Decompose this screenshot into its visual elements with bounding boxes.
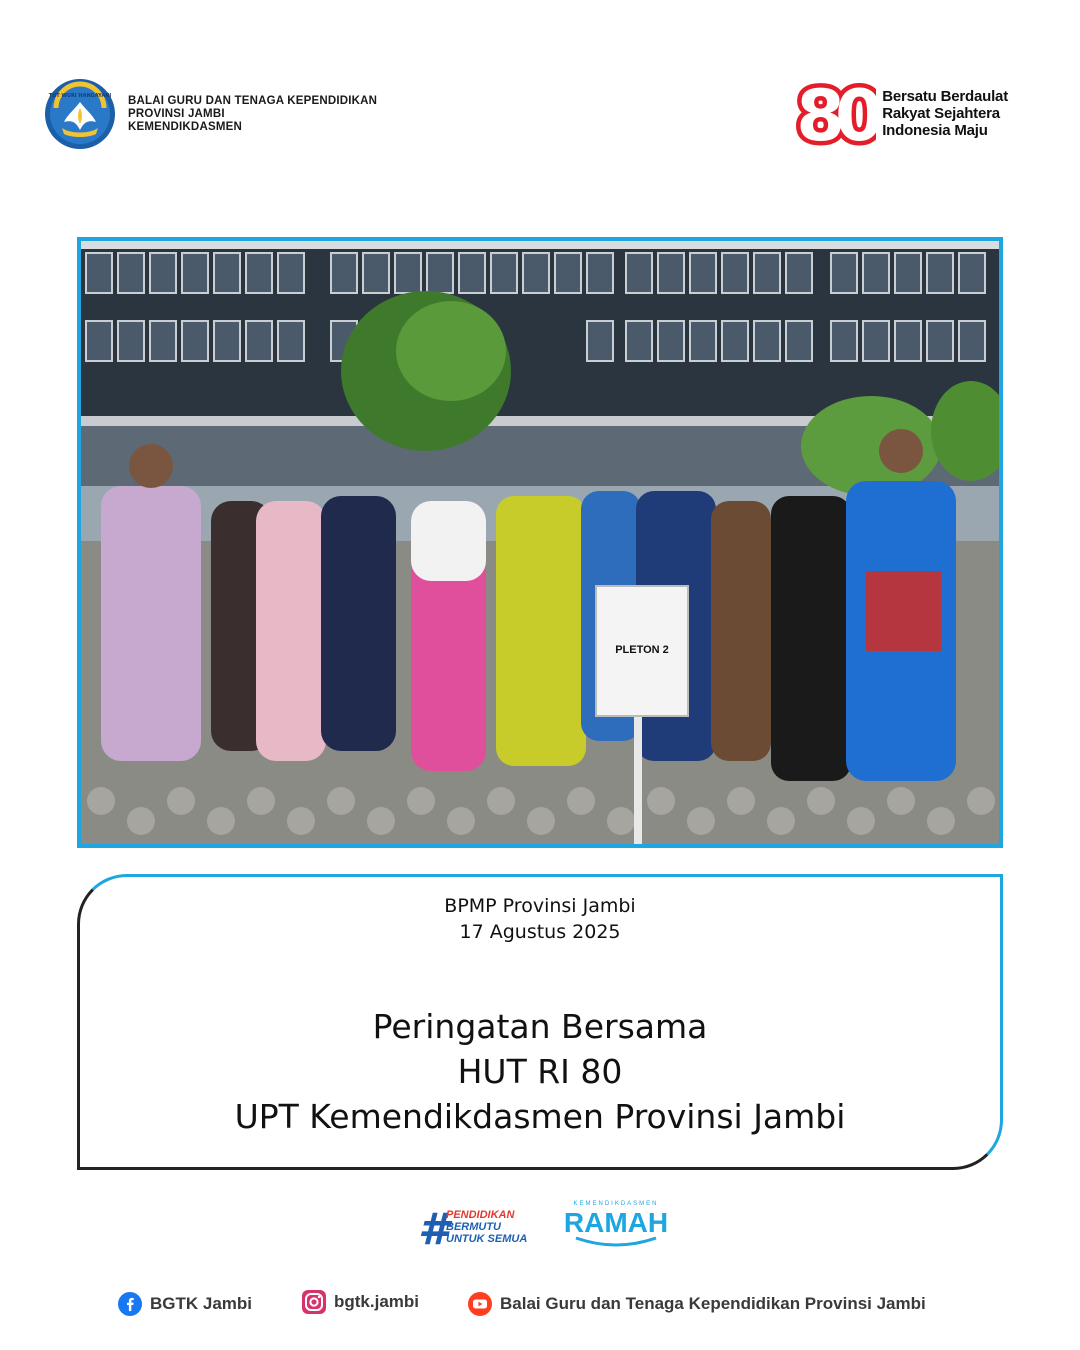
instagram-handle: bgtk.jambi: [334, 1292, 420, 1311]
ramah-big-text: RAMAH: [563, 1207, 669, 1238]
instagram-link[interactable]: [302, 1290, 419, 1314]
youtube-link[interactable]: [468, 1292, 926, 1316]
tagline-line-1: Bersatu Berdaulat: [882, 87, 1008, 105]
logo-motto: TUT WURI HANDAYANI: [48, 93, 112, 99]
institution-line-3: KEMENDIKDASMEN: [128, 120, 242, 133]
campaign-logos: [0, 1198, 1080, 1258]
instagram-icon: [302, 1290, 326, 1314]
youtube-channel: Balai Guru dan Tenaga Kependidikan Provinsi Jambi: [500, 1294, 926, 1313]
hut-80-icon: [794, 78, 876, 148]
pendidikan-bermutu-logo: [418, 1204, 538, 1250]
facebook-link[interactable]: [118, 1292, 252, 1316]
group-photo-image: [81, 241, 999, 844]
hashtag-line-1: PENDIDIKAN: [446, 1209, 515, 1221]
youtube-icon: [468, 1292, 492, 1316]
pleton-sign-text: PLETON 2: [615, 644, 669, 656]
title-line-3: UPT Kemendikdasmen Provinsi Jambi: [234, 1097, 846, 1136]
institution-line-2: PROVINSI JAMBI: [128, 107, 225, 120]
institution-line-1: BALAI GURU DAN TENAGA KEPENDIDIKAN: [128, 94, 378, 107]
svg-text:#: #: [418, 1204, 449, 1250]
kemendikdasmen-ramah-logo: [562, 1198, 670, 1248]
tagline-line-3: Indonesia Maju: [882, 121, 988, 139]
organizer-text: BPMP Provinsi Jambi: [444, 895, 636, 917]
tut-wuri-handayani-icon: [44, 78, 116, 150]
tagline-line-2: Rakyat Sejahtera: [882, 104, 1000, 122]
hut-ri-80-logo: [794, 78, 1008, 148]
event-date: 17 Agustus 2025: [459, 921, 621, 943]
title-line-2: HUT RI 80: [457, 1052, 623, 1091]
hashtag-line-2: BERMUTU: [446, 1221, 501, 1233]
hashtag-line-3: UNTUK SEMUA: [446, 1233, 528, 1245]
ramah-small-text: KEMENDIKDASMEN: [573, 1201, 659, 1207]
institution-logo: [44, 78, 377, 150]
anniversary-number: 80: [796, 78, 874, 148]
facebook-icon: [118, 1292, 142, 1316]
title-line-1: Peringatan Bersama: [372, 1007, 708, 1046]
group-photo: [77, 237, 1003, 848]
event-info-box: [77, 874, 1003, 1170]
facebook-handle: BGTK Jambi: [150, 1294, 253, 1313]
